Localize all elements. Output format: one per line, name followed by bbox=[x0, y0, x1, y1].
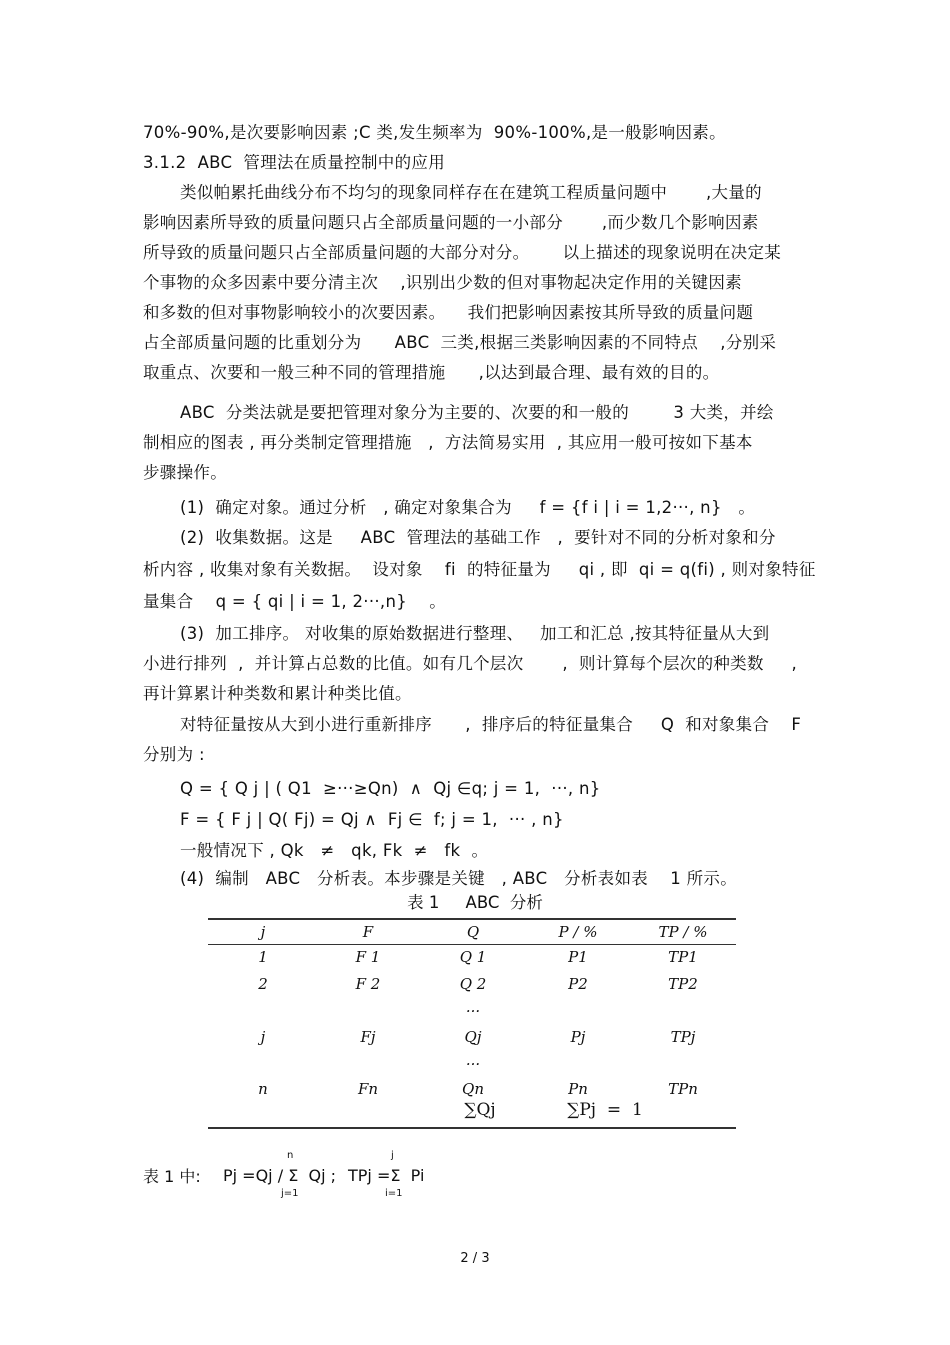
formula-q-set: Q = { Q j | ( Q1 ≥···≥Qn) ∧ Qj ∈q; j = 1, ···, n} bbox=[180, 779, 601, 798]
formula-p-definition: Pj =Qj / Σ Qj ; bbox=[223, 1166, 336, 1185]
table-cell: P2 bbox=[568, 975, 588, 993]
table-header-rule bbox=[208, 944, 736, 945]
text-line: 和多数的但对事物影响较小的次要因素。 我们把影响因素按其所导致的质量问题 bbox=[143, 303, 754, 322]
table-bottom-rule bbox=[208, 1127, 736, 1129]
table-cell: F 1 bbox=[355, 948, 381, 966]
text-line: (3) 加工排序。 对收集的原始数据进行整理、 加工和汇总 ,按其特征量从大到 bbox=[180, 624, 770, 643]
table-cell: Qn bbox=[462, 1080, 484, 1098]
table-caption: 表 1 ABC 分析 bbox=[407, 893, 543, 912]
table-cell: ··· bbox=[465, 1002, 481, 1020]
text-line: 个事物的众多因素中要分清主次 ,识别出少数的但对事物起决定作用的关键因素 bbox=[143, 273, 742, 292]
text-line: (1) 确定对象。通过分析 , 确定对象集合为 f = {f i | i = 1,2···, n} 。 bbox=[180, 498, 756, 517]
table-cell: 1 bbox=[258, 948, 268, 966]
table-cell: Fn bbox=[357, 1080, 379, 1098]
table-top-rule bbox=[208, 918, 736, 920]
table-cell: P1 bbox=[568, 948, 588, 966]
table-cell: Q 2 bbox=[459, 975, 487, 993]
text-line: 影响因素所导致的质量问题只占全部质量问题的一小部分 ,而少数几个影响因素 bbox=[143, 213, 759, 232]
page-number: 2 / 3 bbox=[460, 1251, 490, 1266]
section-heading: 3.1.2 ABC 管理法在质量控制中的应用 bbox=[143, 153, 446, 172]
table-cell: 2 bbox=[258, 975, 268, 993]
sum-p-cell: ∑Pj = 1 bbox=[567, 1100, 643, 1120]
text-line: 取重点、次要和一般三种不同的管理措施 ,以达到最合理、最有效的目的。 bbox=[143, 363, 720, 382]
formula-prefix: 表 1 中: bbox=[143, 1167, 201, 1186]
text-line: 小进行排列 , 并计算占总数的比值。如有几个层次 , 则计算每个层次的种类数 , bbox=[143, 654, 798, 673]
formula-f-set: F = { F j | Q( Fj) = Qj ∧ Fj ∈ f; j = 1, ··· , n} bbox=[180, 810, 564, 829]
text-line: 一般情况下 , Qk ≠ qk, Fk ≠ fk 。 bbox=[180, 841, 489, 860]
table-cell: Pj bbox=[570, 1028, 586, 1046]
text-line: 所导致的质量问题只占全部质量问题的大部分对分。 以上描述的现象说明在决定某 bbox=[143, 243, 782, 262]
table-header-cell: TP / % bbox=[658, 923, 708, 941]
text-line: 类似帕累托曲线分布不均匀的现象同样存在在建筑工程质量问题中 ,大量的 bbox=[180, 183, 762, 202]
text-line: 对特征量按从大到小进行重新排序 , 排序后的特征量集合 Q 和对象集合 F bbox=[180, 715, 802, 734]
text-line: 量集合 q = { qi | i = 1, 2···,n} 。 bbox=[143, 592, 447, 611]
table-cell: Qj bbox=[464, 1028, 482, 1046]
table-cell: TP2 bbox=[668, 975, 698, 993]
table-cell: TP1 bbox=[668, 948, 698, 966]
table-cell: ··· bbox=[465, 1055, 481, 1073]
table-header-cell: P / % bbox=[558, 923, 598, 941]
formula-p-lower-limit: j=1 bbox=[281, 1188, 299, 1199]
text-line: ABC 分类法就是要把管理对象分为主要的、次要的和一般的 3 大类，并绘 bbox=[180, 403, 774, 422]
formula-tp-upper-limit: j bbox=[391, 1150, 394, 1161]
text-line: 分别为 : bbox=[143, 745, 205, 764]
text-line: 析内容 , 收集对象有关数据。 设对象 fi 的特征量为 qi , 即 qi = q(fi) , 则对象特征 bbox=[143, 560, 816, 579]
table-cell: n bbox=[258, 1080, 268, 1098]
table-cell: Pn bbox=[568, 1080, 588, 1098]
text-line: 占全部质量问题的比重划分为 ABC 三类,根据三类影响因素的不同特点 ,分别采 bbox=[143, 333, 777, 352]
table-header-cell: Q bbox=[466, 923, 480, 941]
formula-tp-definition: TPj =Σ Pi bbox=[348, 1166, 425, 1185]
table-cell: j bbox=[260, 1028, 266, 1046]
text-line: 步骤操作。 bbox=[143, 463, 227, 482]
formula-tp-lower-limit: i=1 bbox=[385, 1188, 403, 1199]
table-header-cell: F bbox=[362, 923, 374, 941]
table-cell: Q 1 bbox=[459, 948, 487, 966]
table-cell: Fj bbox=[360, 1028, 376, 1046]
formula-p-upper-limit: n bbox=[287, 1150, 294, 1161]
table-cell: TPn bbox=[668, 1080, 698, 1098]
table-cell: TPj bbox=[670, 1028, 696, 1046]
table-header-cell: j bbox=[260, 923, 266, 941]
text-line: 70%-90%,是次要影响因素 ;C 类,发生频率为 90%-100%,是一般影响因素。 bbox=[143, 123, 726, 142]
abc-analysis-table bbox=[208, 918, 736, 1130]
text-line: (2) 收集数据。这是 ABC 管理法的基础工作 , 要针对不同的分析对象和分 bbox=[180, 528, 776, 547]
text-line: 制相应的图表 , 再分类制定管理措施 , 方法简易实用 , 其应用一般可按如下基本 bbox=[143, 433, 753, 452]
sum-q-cell: ∑Qj bbox=[464, 1100, 496, 1120]
text-line: (4) 编制 ABC 分析表。本步骤是关键 , ABC 分析表如表 1 所示。 bbox=[180, 869, 737, 888]
text-line: 再计算累计种类数和累计种类比值。 bbox=[143, 684, 412, 703]
table-cell: F 2 bbox=[355, 975, 381, 993]
